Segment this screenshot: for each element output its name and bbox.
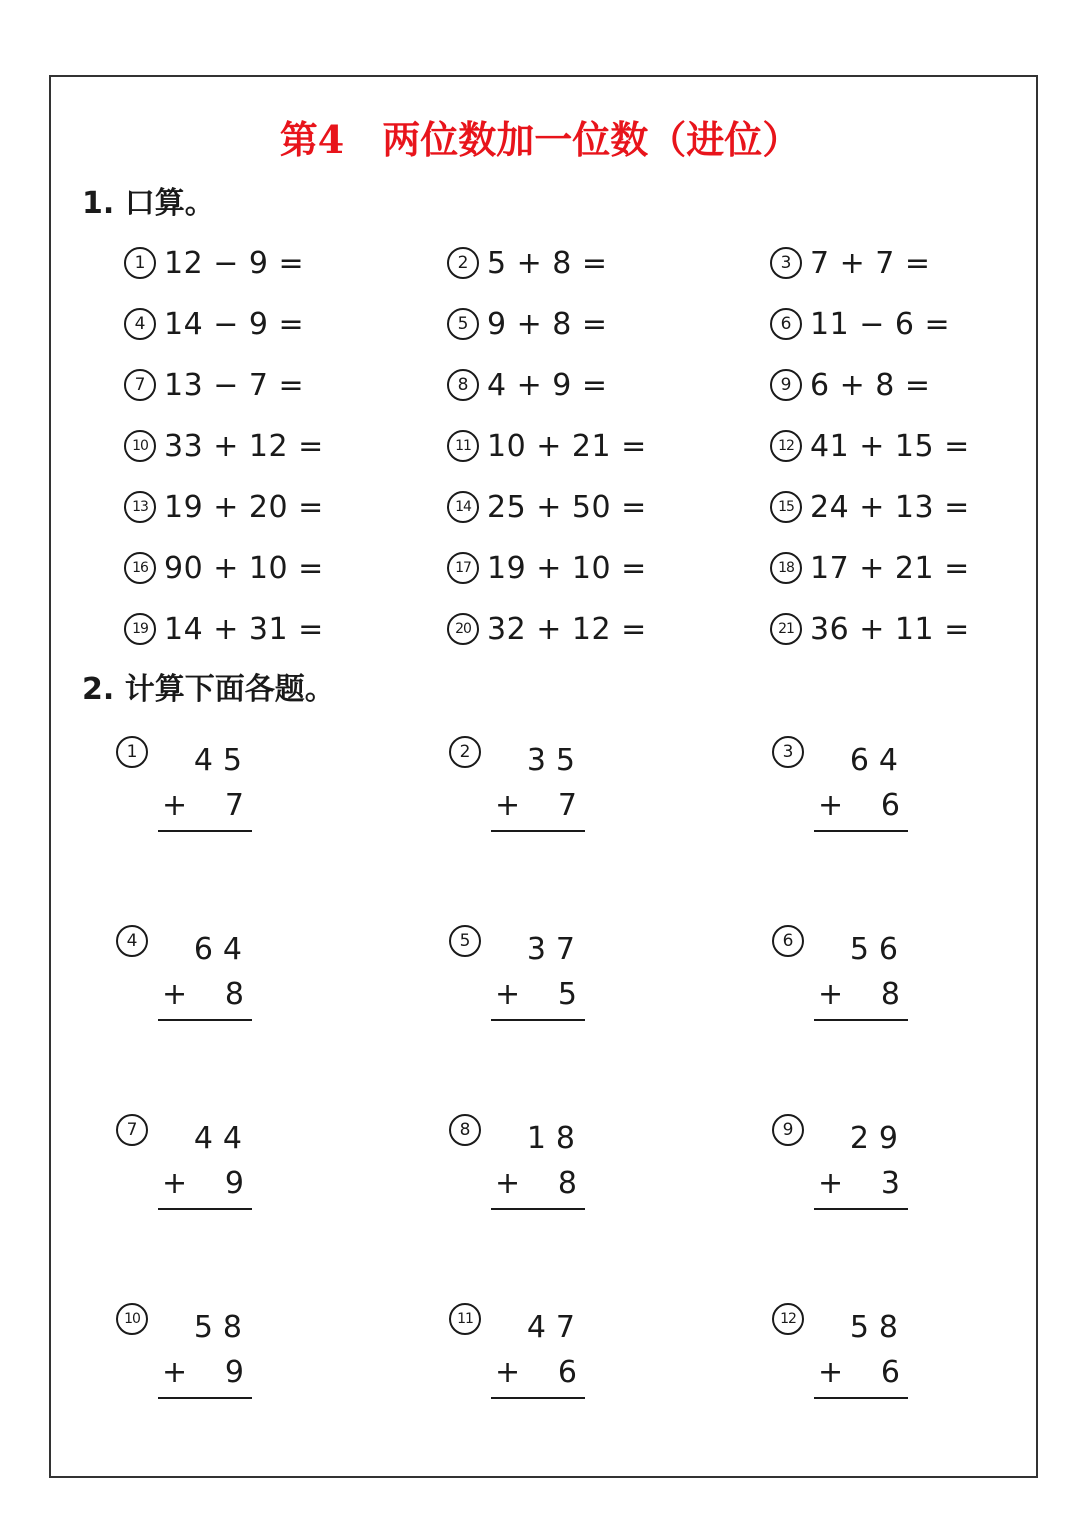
problem-expression: 24 + 13 = [810,489,970,525]
problem-number: 16 [124,552,156,584]
vertical-form [491,1307,585,1399]
bottom-row [491,1160,585,1210]
problem-expression: 7 + 7 = [810,245,931,281]
bottom-addend: 8 [224,977,244,1012]
bottom-addend: 8 [880,977,900,1012]
vertical-problem [449,1297,709,1457]
problem-number: 19 [124,613,156,645]
top-addend: 18 [526,1121,585,1156]
problem-number: 3 [772,736,804,768]
problem-number: 20 [447,613,479,645]
problem-expression: 10 + 21 = [487,428,647,464]
vertical-problem [772,1297,1032,1457]
problem-number: 6 [770,308,802,340]
vertical-form [814,1307,908,1399]
top-addend: 37 [526,932,585,967]
problem-number: 10 [116,1303,148,1335]
vertical-form [491,740,585,832]
vertical-problem [772,919,1032,1079]
problem-number: 13 [124,491,156,523]
problem-number: 11 [449,1303,481,1335]
vertical-form [158,1118,252,1210]
vertical-form [814,929,908,1021]
mental-math-item [447,301,770,347]
problem-number: 7 [116,1114,148,1146]
mental-math-item [770,301,1024,347]
bottom-addend: 9 [224,1166,244,1201]
mental-math-item [447,484,770,530]
mental-math-item [770,484,1024,530]
problem-expression: 5 + 8 = [487,245,608,281]
bottom-row [158,1349,252,1399]
problem-expression: 4 + 9 = [487,367,608,403]
problem-expression: 36 + 11 = [810,611,970,647]
vertical-problem [449,1108,709,1268]
bottom-row [814,1349,908,1399]
problem-expression: 32 + 12 = [487,611,647,647]
plus-sign: + [162,977,188,1012]
problem-number: 4 [116,925,148,957]
top-addend: 44 [193,1121,252,1156]
problem-expression: 6 + 8 = [810,367,931,403]
mental-math-item [770,423,1024,469]
top-addend: 47 [526,1310,585,1345]
plus-sign: + [818,788,844,823]
problem-number: 5 [449,925,481,957]
bottom-addend: 7 [224,788,244,823]
mental-math-item [447,606,770,652]
problem-number: 2 [447,247,479,279]
plus-sign: + [495,977,521,1012]
problem-number: 4 [124,308,156,340]
vertical-form [491,1118,585,1210]
bottom-addend: 7 [557,788,577,823]
problem-number: 5 [447,308,479,340]
bottom-row [158,971,252,1021]
mental-math-item [447,423,770,469]
bottom-addend: 6 [880,788,900,823]
bottom-row [814,782,908,832]
problem-expression: 13 − 7 = [164,367,305,403]
mental-math-item [124,362,447,408]
vertical-form [158,1307,252,1399]
problem-number: 18 [770,552,802,584]
vertical-form [814,740,908,832]
mental-math-item [124,545,447,591]
bottom-addend: 6 [880,1355,900,1390]
plus-sign: + [495,1166,521,1201]
bottom-addend: 3 [880,1166,900,1201]
plus-sign: + [495,788,521,823]
plus-sign: + [495,1355,521,1390]
section-1-heading: 1. 口算。 [82,186,215,221]
problem-expression: 90 + 10 = [164,550,324,586]
problem-number: 12 [772,1303,804,1335]
mental-math-item [770,606,1024,652]
problem-number: 21 [770,613,802,645]
problem-number: 17 [447,552,479,584]
problem-expression: 19 + 10 = [487,550,647,586]
mental-math-item [124,240,447,286]
problem-number: 3 [770,247,802,279]
problem-expression: 14 + 31 = [164,611,324,647]
problem-number: 9 [772,1114,804,1146]
plus-sign: + [162,788,188,823]
vertical-addition-grid [116,730,1032,1486]
vertical-problem [116,730,376,890]
mental-math-item [124,423,447,469]
mental-math-item [124,301,447,347]
problem-number: 7 [124,369,156,401]
problem-number: 11 [447,430,479,462]
mental-math-item [770,240,1024,286]
problem-expression: 19 + 20 = [164,489,324,525]
bottom-row [158,1160,252,1210]
plus-sign: + [818,1355,844,1390]
bottom-addend: 5 [557,977,577,1012]
top-addend: 35 [526,743,585,778]
mental-math-item [770,545,1024,591]
bottom-row [491,971,585,1021]
problem-number: 14 [447,491,479,523]
bottom-addend: 9 [224,1355,244,1390]
vertical-problem [449,919,709,1079]
bottom-row [491,782,585,832]
vertical-problem [449,730,709,890]
problem-expression: 41 + 15 = [810,428,970,464]
top-addend: 64 [193,932,252,967]
problem-number: 9 [770,369,802,401]
vertical-form [814,1118,908,1210]
bottom-row [491,1349,585,1399]
problem-number: 1 [124,247,156,279]
bottom-addend: 8 [557,1166,577,1201]
problem-expression: 14 − 9 = [164,306,305,342]
vertical-problem [116,1297,376,1457]
bottom-row [158,782,252,832]
worksheet-title: 第4 两位数加一位数（进位） [279,117,801,162]
bottom-row [814,971,908,1021]
mental-math-item [447,545,770,591]
top-addend: 58 [193,1310,252,1345]
problem-expression: 9 + 8 = [487,306,608,342]
vertical-problem [116,919,376,1079]
top-addend: 64 [849,743,908,778]
vertical-problem [772,1108,1032,1268]
vertical-problem [772,730,1032,890]
bottom-row [814,1160,908,1210]
mental-math-grid [124,240,1024,667]
top-addend: 56 [849,932,908,967]
problem-number: 12 [770,430,802,462]
problem-expression: 11 − 6 = [810,306,951,342]
top-addend: 45 [193,743,252,778]
top-addend: 58 [849,1310,908,1345]
bottom-addend: 6 [557,1355,577,1390]
mental-math-item [447,362,770,408]
mental-math-item [124,484,447,530]
plus-sign: + [818,1166,844,1201]
vertical-problem [116,1108,376,1268]
problem-expression: 12 − 9 = [164,245,305,281]
mental-math-item [770,362,1024,408]
problem-expression: 25 + 50 = [487,489,647,525]
mental-math-item [124,606,447,652]
problem-number: 6 [772,925,804,957]
plus-sign: + [162,1355,188,1390]
section-2-heading: 2. 计算下面各题。 [82,672,335,707]
vertical-form [158,929,252,1021]
problem-expression: 17 + 21 = [810,550,970,586]
mental-math-item [447,240,770,286]
problem-number: 2 [449,736,481,768]
plus-sign: + [818,977,844,1012]
problem-number: 10 [124,430,156,462]
problem-number: 1 [116,736,148,768]
problem-number: 15 [770,491,802,523]
problem-expression: 33 + 12 = [164,428,324,464]
vertical-form [491,929,585,1021]
problem-number: 8 [447,369,479,401]
problem-number: 8 [449,1114,481,1146]
plus-sign: + [162,1166,188,1201]
vertical-form [158,740,252,832]
top-addend: 29 [849,1121,908,1156]
